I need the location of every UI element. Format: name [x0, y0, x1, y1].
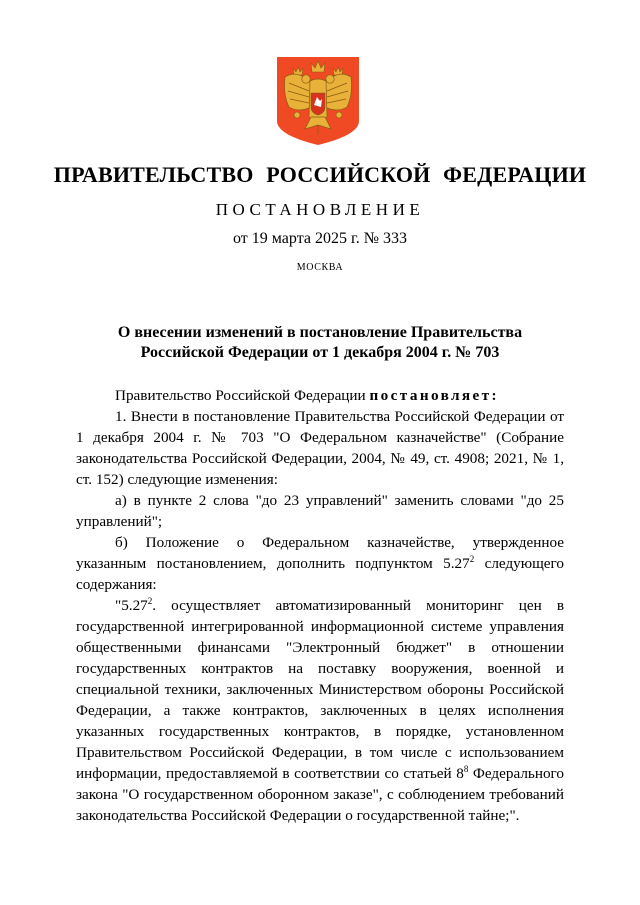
quote-superscript-2: 8	[463, 763, 469, 774]
russian-coat-of-arms-icon	[275, 55, 361, 147]
paragraph-item-b	[76, 532, 564, 595]
quote-superscript-1: 2	[147, 595, 153, 606]
quote-text-middle: . осуществляет автоматизированный мониторинг цен в государственной интегрированной информационной системе управления общественными финансами "Электронный бюджет" в отношении государственных контрактов на поставку вооружения, военной и специальной техники, заключенных Министерством обороны Российской Федерации, а также контрактов, заключенных в целях исполнения указанных государственных контрактов, в порядке, установленном Правительством Российской Федерации, в том числе с использованием информации, предоставляемой в соответствии со статьей 8	[76, 597, 564, 782]
document-body	[76, 385, 564, 826]
decree-word: постановляет:	[369, 387, 499, 404]
government-name: ПРАВИТЕЛЬСТВО РОССИЙСКОЙ ФЕДЕРАЦИИ	[53, 162, 587, 187]
document-title-line-1: О внесении изменений в постановление Правительства	[117, 324, 523, 341]
quote-text-start: "5.27	[115, 597, 148, 614]
document-title	[0, 323, 640, 363]
intro-text: Правительство Российской Федерации	[115, 387, 366, 404]
paragraph-quote	[76, 595, 564, 826]
coat-of-arms-emblem	[275, 55, 361, 147]
document-city: МОСКВА	[296, 262, 344, 273]
document-kind: ПОСТАНОВЛЕНИЕ	[215, 200, 425, 219]
intro-paragraph	[76, 385, 564, 406]
paragraph-item-a: а) в пункте 2 слова "до 23 управлений" заменить словами "до 25 управлений";	[76, 492, 564, 530]
quote-text-end: Федерального закона "О государственном оборонном заказе", с соблюдением требований законодательства Российской Федерации о государственной тайне;".	[76, 765, 564, 824]
item-b-text-end: следующего содержания:	[76, 555, 564, 593]
paragraph-item-1: 1. Внести в постановление Правительства Российской Федерации от 1 декабря 2004 г. № 703 "О Федеральном казначействе" (Собрание законодательства Российской Федерации, 2004, № 49, ст. 4908; 2021, № 1, ст. 152) следующие изменения:	[76, 408, 564, 488]
item-b-text: б) Положение о Федеральном казначействе, утвержденное указанным постановлением, дополнить подпунктом 5.27	[76, 534, 564, 572]
document-title-line-2: Российской Федерации от 1 декабря 2004 г. № 703	[140, 344, 500, 361]
document-date-number: от 19 марта 2025 г. № 333	[233, 230, 407, 247]
item-b-superscript: 2	[469, 553, 475, 564]
